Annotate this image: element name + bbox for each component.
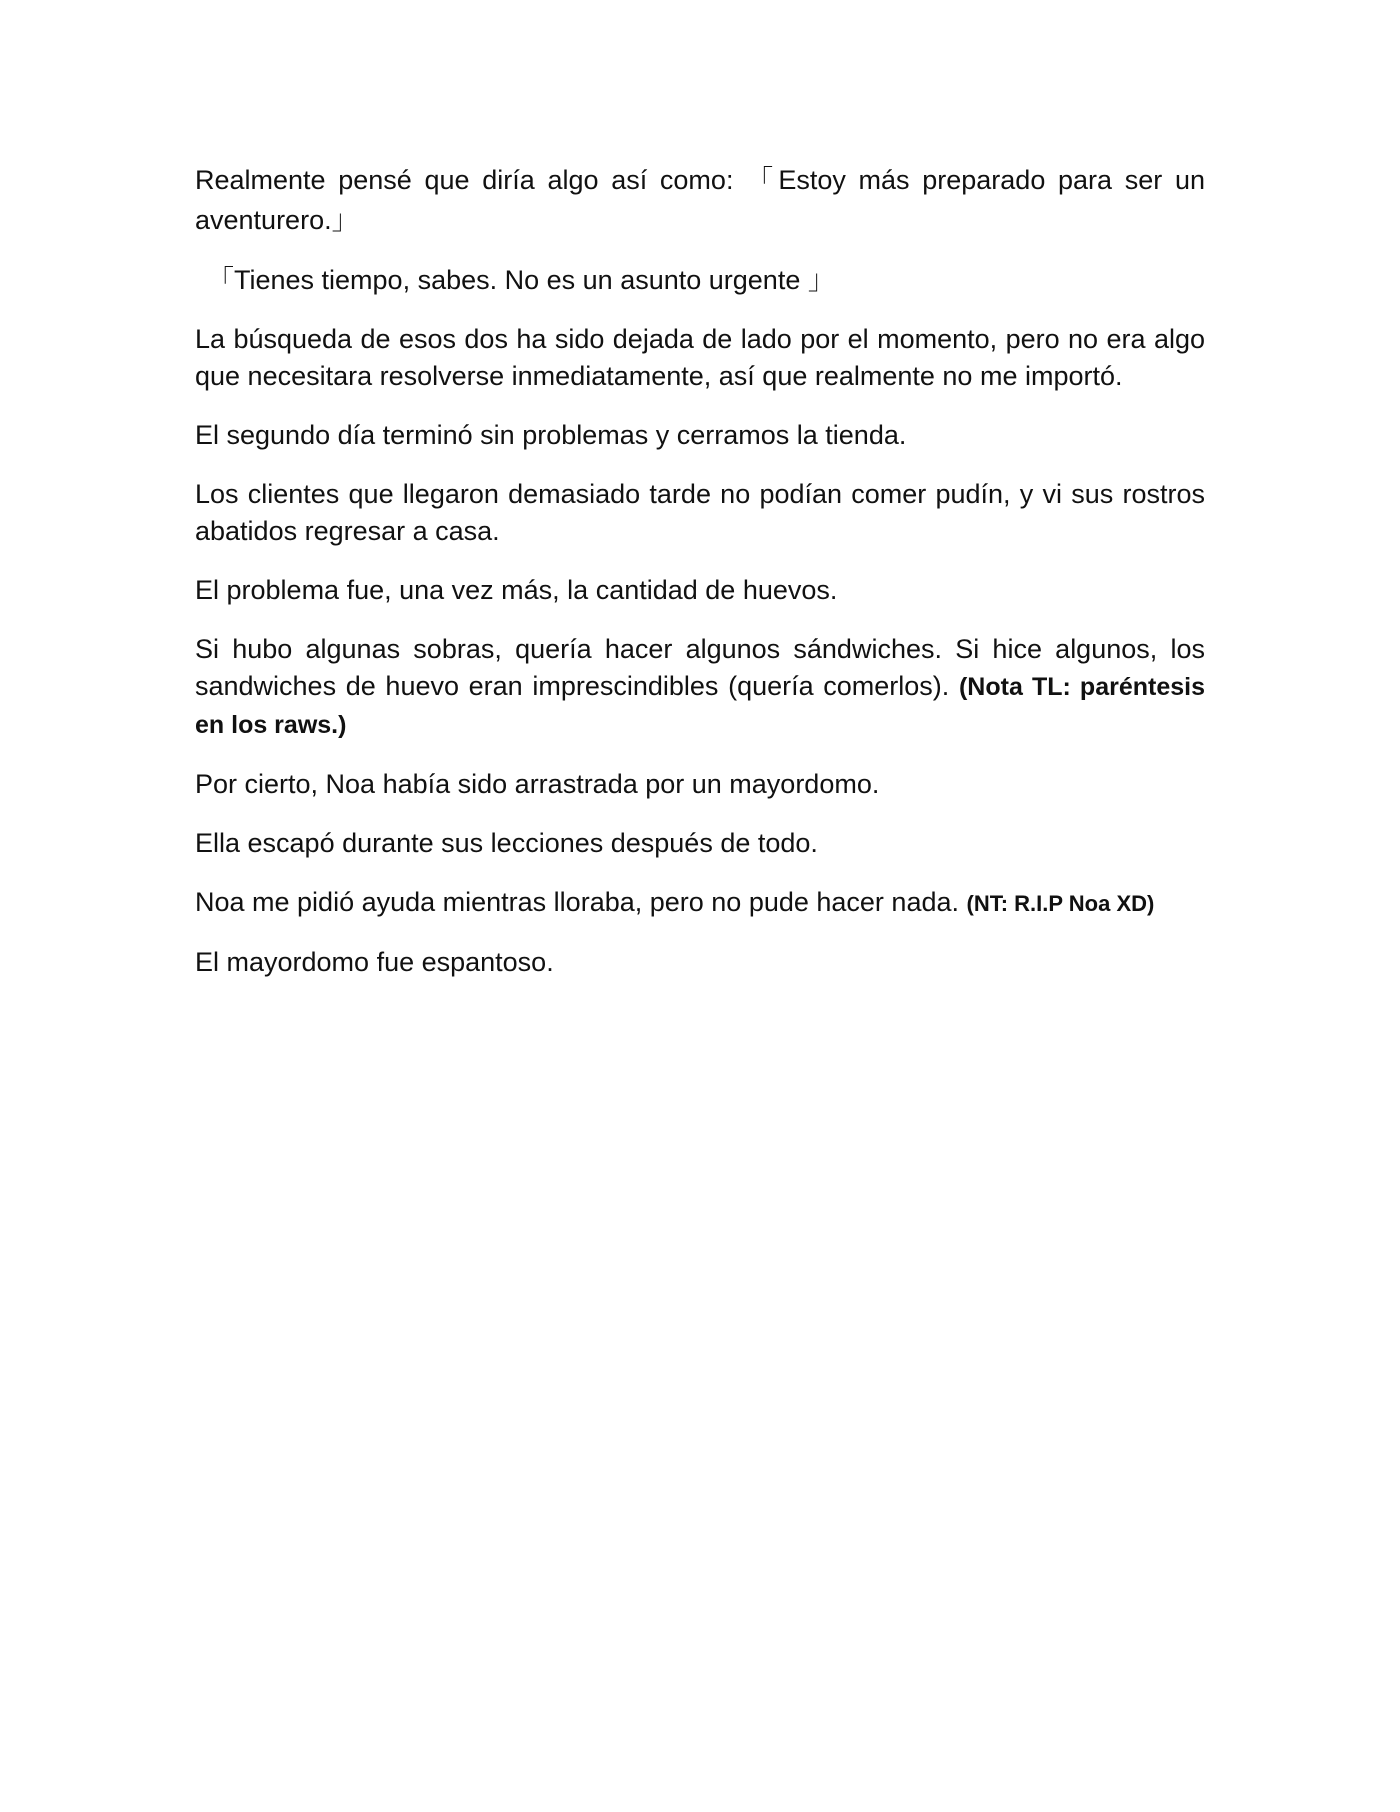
paragraph bbox=[195, 572, 1205, 609]
paragraph bbox=[195, 766, 1205, 803]
paragraph-text: 「Tienes tiempo, sabes. No es un asunto urgente 」 bbox=[207, 265, 835, 295]
paragraph-text: Realmente pensé que diría algo así como: 「Estoy más preparado para ser un aventurero.」 bbox=[195, 165, 1205, 235]
paragraph-text: Los clientes que llegaron demasiado tarde no podían comer pudín, y vi sus rostros abatidos regresar a casa. bbox=[195, 479, 1205, 546]
paragraph-text: La búsqueda de esos dos ha sido dejada de lado por el momento, pero no era algo que necesitara resolverse inmediatamente, así que realmente no me importó. bbox=[195, 324, 1205, 391]
paragraph bbox=[195, 160, 1205, 240]
translator-note: (NT: R.I.P Noa XD) bbox=[966, 891, 1155, 916]
paragraph bbox=[195, 884, 1205, 922]
paragraph-text: Si hubo algunas sobras, quería hacer algunos sándwiches. Si hice algunos, los sandwiches de huevo eran imprescindibles (quería comerlos). bbox=[195, 634, 1205, 701]
paragraph-text: El segundo día terminó sin problemas y cerramos la tienda. bbox=[195, 420, 907, 450]
paragraph bbox=[195, 631, 1205, 744]
paragraph-text: Por cierto, Noa había sido arrastrada por un mayordomo. bbox=[195, 769, 880, 799]
dialogue-paragraph bbox=[195, 262, 1205, 299]
paragraph-text: El problema fue, una vez más, la cantidad de huevos. bbox=[195, 575, 838, 605]
paragraph bbox=[195, 476, 1205, 550]
document-body bbox=[195, 160, 1205, 1003]
paragraph-text: Ella escapó durante sus lecciones después de todo. bbox=[195, 828, 818, 858]
paragraph-text: El mayordomo fue espantoso. bbox=[195, 947, 554, 977]
translator-note: (Nota TL: paréntesis en los raws.) bbox=[195, 673, 1205, 739]
paragraph-text: Noa me pidió ayuda mientras lloraba, pero no pude hacer nada. bbox=[195, 887, 959, 917]
paragraph bbox=[195, 825, 1205, 862]
paragraph bbox=[195, 944, 1205, 981]
paragraph bbox=[195, 417, 1205, 454]
paragraph bbox=[195, 321, 1205, 395]
